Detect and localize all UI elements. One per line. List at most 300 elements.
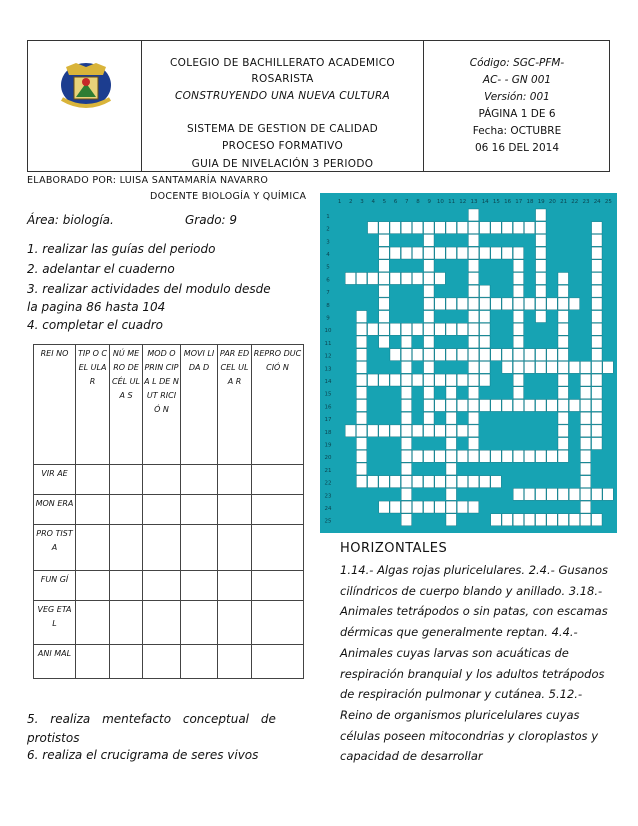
crossword-cell[interactable]: [401, 273, 411, 285]
crossword-cell[interactable]: [379, 425, 389, 437]
crossword-cell[interactable]: [379, 323, 389, 335]
crossword-cell[interactable]: [379, 222, 389, 234]
crossword-cell[interactable]: [569, 488, 579, 500]
crossword-cell[interactable]: [401, 425, 411, 437]
crossword-cell[interactable]: [446, 374, 456, 386]
crossword-cell[interactable]: [401, 247, 411, 259]
crossword-cell[interactable]: [480, 323, 490, 335]
crossword-cell[interactable]: [356, 425, 366, 437]
table-cell[interactable]: [143, 571, 181, 601]
crossword-cell[interactable]: [569, 298, 579, 310]
table-cell[interactable]: [110, 525, 143, 571]
crossword-cell[interactable]: [356, 463, 366, 475]
crossword-cell[interactable]: [356, 273, 366, 285]
crossword-cell[interactable]: [468, 260, 478, 272]
crossword-cell[interactable]: [446, 412, 456, 424]
crossword-cell[interactable]: [435, 247, 445, 259]
table-cell[interactable]: [181, 465, 218, 495]
crossword-cell[interactable]: [446, 387, 456, 399]
crossword-cell[interactable]: [401, 387, 411, 399]
crossword-cell[interactable]: [345, 273, 355, 285]
crossword-cell[interactable]: [524, 450, 534, 462]
crossword-cell[interactable]: [502, 298, 512, 310]
table-cell[interactable]: [143, 495, 181, 525]
crossword-cell[interactable]: [480, 285, 490, 297]
crossword-cell[interactable]: [536, 361, 546, 373]
crossword-cell[interactable]: [547, 400, 557, 412]
crossword-cell[interactable]: [468, 247, 478, 259]
crossword-cell[interactable]: [424, 323, 434, 335]
crossword-cell[interactable]: [468, 374, 478, 386]
crossword-cell[interactable]: [592, 323, 602, 335]
crossword-cell[interactable]: [401, 412, 411, 424]
crossword-cell[interactable]: [345, 425, 355, 437]
crossword-cell[interactable]: [412, 247, 422, 259]
crossword-cell[interactable]: [502, 349, 512, 361]
crossword-cell[interactable]: [491, 222, 501, 234]
crossword-cell[interactable]: [524, 400, 534, 412]
crossword-cell[interactable]: [379, 273, 389, 285]
crossword-cell[interactable]: [424, 298, 434, 310]
crossword-cell[interactable]: [446, 463, 456, 475]
crossword-cell[interactable]: [513, 450, 523, 462]
crossword-cell[interactable]: [480, 361, 490, 373]
crossword-cell[interactable]: [502, 222, 512, 234]
crossword-cell[interactable]: [401, 400, 411, 412]
crossword-cell[interactable]: [491, 514, 501, 526]
crossword-cell[interactable]: [513, 387, 523, 399]
crossword-cell[interactable]: [424, 501, 434, 513]
crossword-cell[interactable]: [480, 400, 490, 412]
table-cell[interactable]: [76, 465, 110, 495]
crossword-cell[interactable]: [446, 298, 456, 310]
crossword-cell[interactable]: [424, 476, 434, 488]
crossword-cell[interactable]: [401, 349, 411, 361]
crossword-cell[interactable]: [558, 361, 568, 373]
crossword-cell[interactable]: [592, 311, 602, 323]
crossword-cell[interactable]: [592, 273, 602, 285]
crossword-cell[interactable]: [468, 387, 478, 399]
crossword-cell[interactable]: [513, 273, 523, 285]
crossword-cell[interactable]: [424, 412, 434, 424]
crossword-cell[interactable]: [502, 247, 512, 259]
crossword-cell[interactable]: [592, 234, 602, 246]
crossword-cell[interactable]: [446, 514, 456, 526]
crossword-cell[interactable]: [457, 374, 467, 386]
crossword-cell[interactable]: [468, 298, 478, 310]
table-cell[interactable]: [143, 601, 181, 645]
crossword-cell[interactable]: [401, 476, 411, 488]
table-cell[interactable]: [181, 571, 218, 601]
table-cell[interactable]: [218, 525, 252, 571]
crossword-cell[interactable]: [547, 488, 557, 500]
crossword-cell[interactable]: [536, 450, 546, 462]
crossword-cell[interactable]: [446, 247, 456, 259]
crossword-cell[interactable]: [524, 298, 534, 310]
table-cell[interactable]: [110, 571, 143, 601]
crossword-cell[interactable]: [558, 425, 568, 437]
crossword-cell[interactable]: [457, 450, 467, 462]
crossword-cell[interactable]: [401, 438, 411, 450]
crossword-cell[interactable]: [491, 476, 501, 488]
crossword-cell[interactable]: [580, 412, 590, 424]
crossword-cell[interactable]: [435, 273, 445, 285]
crossword-cell[interactable]: [480, 222, 490, 234]
table-cell[interactable]: [252, 465, 304, 495]
crossword-cell[interactable]: [457, 222, 467, 234]
crossword-cell[interactable]: [491, 247, 501, 259]
crossword-cell[interactable]: [368, 425, 378, 437]
crossword-cell[interactable]: [569, 361, 579, 373]
crossword-cell[interactable]: [536, 209, 546, 221]
crossword-cell[interactable]: [446, 450, 456, 462]
crossword-cell[interactable]: [580, 476, 590, 488]
crossword-cell[interactable]: [368, 222, 378, 234]
crossword-cell[interactable]: [457, 298, 467, 310]
table-cell[interactable]: [110, 601, 143, 645]
table-cell[interactable]: [181, 645, 218, 679]
crossword-cell[interactable]: [401, 514, 411, 526]
crossword-cell[interactable]: [356, 412, 366, 424]
crossword-cell[interactable]: [435, 425, 445, 437]
crossword-cell[interactable]: [592, 247, 602, 259]
crossword-cell[interactable]: [491, 298, 501, 310]
crossword-cell[interactable]: [435, 222, 445, 234]
crossword-cell[interactable]: [558, 298, 568, 310]
crossword-cell[interactable]: [480, 298, 490, 310]
crossword-cell[interactable]: [390, 349, 400, 361]
crossword-cell[interactable]: [513, 349, 523, 361]
crossword-cell[interactable]: [356, 400, 366, 412]
table-cell[interactable]: [218, 601, 252, 645]
crossword-cell[interactable]: [401, 488, 411, 500]
crossword-cell[interactable]: [480, 374, 490, 386]
crossword-cell[interactable]: [379, 476, 389, 488]
crossword-cell[interactable]: [379, 336, 389, 348]
crossword-cell[interactable]: [580, 488, 590, 500]
crossword-cell[interactable]: [435, 323, 445, 335]
crossword-cell[interactable]: [457, 247, 467, 259]
table-cell[interactable]: [252, 571, 304, 601]
crossword-cell[interactable]: [502, 514, 512, 526]
crossword-cell[interactable]: [446, 488, 456, 500]
crossword-cell[interactable]: [592, 438, 602, 450]
crossword-cell[interactable]: [468, 412, 478, 424]
table-cell[interactable]: [218, 571, 252, 601]
crossword-cell[interactable]: [513, 323, 523, 335]
crossword-cell[interactable]: [513, 285, 523, 297]
crossword-cell[interactable]: [536, 273, 546, 285]
crossword-cell[interactable]: [368, 374, 378, 386]
crossword-cell[interactable]: [424, 260, 434, 272]
crossword-cell[interactable]: [390, 222, 400, 234]
crossword-cell[interactable]: [356, 450, 366, 462]
crossword-cell[interactable]: [513, 260, 523, 272]
crossword-cell[interactable]: [536, 514, 546, 526]
table-cell[interactable]: [181, 525, 218, 571]
crossword-cell[interactable]: [468, 476, 478, 488]
crossword-cell[interactable]: [592, 361, 602, 373]
table-cell[interactable]: [143, 525, 181, 571]
crossword-cell[interactable]: [580, 387, 590, 399]
crossword-cell[interactable]: [468, 311, 478, 323]
crossword-cell[interactable]: [457, 501, 467, 513]
table-cell[interactable]: [143, 465, 181, 495]
crossword-cell[interactable]: [592, 412, 602, 424]
crossword-cell[interactable]: [558, 400, 568, 412]
crossword-cell[interactable]: [424, 400, 434, 412]
table-cell[interactable]: [252, 495, 304, 525]
crossword-cell[interactable]: [580, 463, 590, 475]
crossword-cell[interactable]: [558, 311, 568, 323]
crossword-cell[interactable]: [547, 298, 557, 310]
crossword-cell[interactable]: [480, 476, 490, 488]
crossword-cell[interactable]: [368, 476, 378, 488]
crossword-cell[interactable]: [592, 336, 602, 348]
crossword-cell[interactable]: [457, 425, 467, 437]
crossword-cell[interactable]: [390, 273, 400, 285]
crossword-cell[interactable]: [390, 425, 400, 437]
crossword-cell[interactable]: [580, 425, 590, 437]
crossword-cell[interactable]: [468, 323, 478, 335]
crossword-cell[interactable]: [412, 374, 422, 386]
crossword-cell[interactable]: [491, 450, 501, 462]
crossword-cell[interactable]: [412, 476, 422, 488]
crossword-cell[interactable]: [356, 323, 366, 335]
crossword-cell[interactable]: [457, 349, 467, 361]
crossword-cell[interactable]: [424, 361, 434, 373]
table-cell[interactable]: [218, 465, 252, 495]
crossword-cell[interactable]: [592, 387, 602, 399]
crossword-cell[interactable]: [468, 234, 478, 246]
crossword-cell[interactable]: [424, 222, 434, 234]
crossword-cell[interactable]: [547, 361, 557, 373]
crossword-cell[interactable]: [524, 514, 534, 526]
crossword-cell[interactable]: [435, 450, 445, 462]
crossword-cell[interactable]: [424, 374, 434, 386]
crossword-cell[interactable]: [356, 349, 366, 361]
crossword-cell[interactable]: [536, 400, 546, 412]
crossword-cell[interactable]: [580, 400, 590, 412]
crossword-cell[interactable]: [435, 476, 445, 488]
crossword-cell[interactable]: [580, 501, 590, 513]
table-cell[interactable]: [76, 601, 110, 645]
crossword-cell[interactable]: [513, 222, 523, 234]
crossword-cell[interactable]: [502, 400, 512, 412]
crossword-cell[interactable]: [457, 323, 467, 335]
crossword-cell[interactable]: [468, 336, 478, 348]
crossword-cell[interactable]: [435, 298, 445, 310]
crossword-cell[interactable]: [536, 260, 546, 272]
crossword-cell[interactable]: [468, 222, 478, 234]
crossword-cell[interactable]: [491, 349, 501, 361]
crossword-cell[interactable]: [446, 323, 456, 335]
crossword-cell[interactable]: [457, 400, 467, 412]
crossword-cell[interactable]: [379, 247, 389, 259]
crossword-cell[interactable]: [536, 234, 546, 246]
table-cell[interactable]: [110, 495, 143, 525]
crossword-cell[interactable]: [446, 425, 456, 437]
crossword-cell[interactable]: [424, 285, 434, 297]
crossword-cell[interactable]: [401, 336, 411, 348]
crossword-cell[interactable]: [513, 336, 523, 348]
crossword-cell[interactable]: [580, 514, 590, 526]
table-cell[interactable]: [252, 525, 304, 571]
crossword-cell[interactable]: [592, 260, 602, 272]
crossword-cell[interactable]: [435, 374, 445, 386]
crossword-cell[interactable]: [536, 298, 546, 310]
crossword-cell[interactable]: [435, 349, 445, 361]
crossword-cell[interactable]: [390, 323, 400, 335]
crossword-cell[interactable]: [491, 400, 501, 412]
table-cell[interactable]: [76, 645, 110, 679]
crossword-cell[interactable]: [424, 336, 434, 348]
crossword-cell[interactable]: [424, 273, 434, 285]
crossword-cell[interactable]: [513, 374, 523, 386]
table-cell[interactable]: [218, 645, 252, 679]
crossword-cell[interactable]: [513, 311, 523, 323]
crossword-cell[interactable]: [446, 222, 456, 234]
crossword-cell[interactable]: [401, 450, 411, 462]
crossword-cell[interactable]: [457, 476, 467, 488]
crossword-cell[interactable]: [379, 260, 389, 272]
table-cell[interactable]: [252, 645, 304, 679]
crossword-cell[interactable]: [379, 311, 389, 323]
crossword-cell[interactable]: [468, 438, 478, 450]
crossword-cell[interactable]: [424, 349, 434, 361]
table-cell[interactable]: [110, 645, 143, 679]
crossword-cell[interactable]: [412, 222, 422, 234]
crossword-cell[interactable]: [603, 488, 613, 500]
crossword-cell[interactable]: [480, 349, 490, 361]
table-cell[interactable]: [143, 645, 181, 679]
crossword-cell[interactable]: [379, 285, 389, 297]
crossword-cell[interactable]: [592, 488, 602, 500]
crossword-cell[interactable]: [368, 273, 378, 285]
crossword-cell[interactable]: [580, 450, 590, 462]
crossword-cell[interactable]: [536, 222, 546, 234]
crossword-cell[interactable]: [390, 501, 400, 513]
crossword-cell[interactable]: [513, 361, 523, 373]
crossword-cell[interactable]: [368, 323, 378, 335]
crossword-cell[interactable]: [401, 222, 411, 234]
crossword-cell[interactable]: [558, 323, 568, 335]
crossword-cell[interactable]: [468, 273, 478, 285]
table-cell[interactable]: [181, 495, 218, 525]
crossword-cell[interactable]: [558, 336, 568, 348]
crossword-cell[interactable]: [401, 361, 411, 373]
crossword-cell[interactable]: [592, 514, 602, 526]
crossword-cell[interactable]: [580, 374, 590, 386]
crossword-cell[interactable]: [558, 374, 568, 386]
crossword-cell[interactable]: [502, 361, 512, 373]
crossword-cell[interactable]: [536, 311, 546, 323]
crossword-cell[interactable]: [401, 374, 411, 386]
crossword-cell[interactable]: [558, 514, 568, 526]
crossword-cell[interactable]: [513, 488, 523, 500]
crossword-cell[interactable]: [480, 247, 490, 259]
crossword-cell[interactable]: [401, 463, 411, 475]
crossword-cell[interactable]: [412, 273, 422, 285]
crossword-cell[interactable]: [356, 336, 366, 348]
crossword-cell[interactable]: [558, 438, 568, 450]
crossword-cell[interactable]: [569, 514, 579, 526]
crossword-cell[interactable]: [468, 400, 478, 412]
crossword-cell[interactable]: [379, 298, 389, 310]
crossword-cell[interactable]: [592, 400, 602, 412]
crossword-cell[interactable]: [412, 425, 422, 437]
crossword-cell[interactable]: [547, 450, 557, 462]
crossword-cell[interactable]: [412, 450, 422, 462]
table-cell[interactable]: [252, 601, 304, 645]
crossword-cell[interactable]: [569, 400, 579, 412]
crossword-cell[interactable]: [558, 488, 568, 500]
crossword-cell[interactable]: [424, 425, 434, 437]
crossword-cell[interactable]: [390, 476, 400, 488]
crossword-cell[interactable]: [390, 374, 400, 386]
crossword-cell[interactable]: [424, 234, 434, 246]
crossword-cell[interactable]: [480, 450, 490, 462]
crossword-cell[interactable]: [580, 361, 590, 373]
crossword-cell[interactable]: [356, 361, 366, 373]
crossword-cell[interactable]: [424, 311, 434, 323]
crossword-cell[interactable]: [524, 488, 534, 500]
crossword-cell[interactable]: [446, 400, 456, 412]
crossword-cell[interactable]: [379, 374, 389, 386]
crossword-cell[interactable]: [480, 336, 490, 348]
table-cell[interactable]: [218, 495, 252, 525]
crossword-cell[interactable]: [356, 374, 366, 386]
crossword-cell[interactable]: [468, 450, 478, 462]
crossword-cell[interactable]: [468, 349, 478, 361]
crossword-cell[interactable]: [536, 488, 546, 500]
crossword-cell[interactable]: [356, 387, 366, 399]
crossword-cell[interactable]: [390, 247, 400, 259]
crossword-cell[interactable]: [468, 361, 478, 373]
crossword-cell[interactable]: [592, 374, 602, 386]
crossword-cell[interactable]: [513, 514, 523, 526]
crossword-cell[interactable]: [558, 273, 568, 285]
crossword-cell[interactable]: [424, 450, 434, 462]
crossword-cell[interactable]: [524, 349, 534, 361]
crossword-cell[interactable]: [468, 425, 478, 437]
crossword-cell[interactable]: [468, 209, 478, 221]
crossword-cell[interactable]: [558, 349, 568, 361]
table-cell[interactable]: [76, 571, 110, 601]
crossword-cell[interactable]: [412, 501, 422, 513]
crossword-cell[interactable]: [379, 501, 389, 513]
table-cell[interactable]: [76, 525, 110, 571]
crossword-cell[interactable]: [356, 476, 366, 488]
crossword-cell[interactable]: [592, 298, 602, 310]
crossword-cell[interactable]: [446, 501, 456, 513]
crossword-cell[interactable]: [558, 412, 568, 424]
crossword-cell[interactable]: [412, 349, 422, 361]
crossword-cell[interactable]: [547, 514, 557, 526]
crossword-cell[interactable]: [468, 285, 478, 297]
crossword-cell[interactable]: [480, 311, 490, 323]
crossword-cell[interactable]: [558, 387, 568, 399]
table-cell[interactable]: [181, 601, 218, 645]
crossword-cell[interactable]: [468, 501, 478, 513]
crossword-cell[interactable]: [547, 349, 557, 361]
crossword-cell[interactable]: [536, 285, 546, 297]
crossword-cell[interactable]: [536, 349, 546, 361]
crossword-cell[interactable]: [513, 400, 523, 412]
crossword-cell[interactable]: [558, 450, 568, 462]
crossword-cell[interactable]: [401, 323, 411, 335]
crossword-cell[interactable]: [558, 285, 568, 297]
